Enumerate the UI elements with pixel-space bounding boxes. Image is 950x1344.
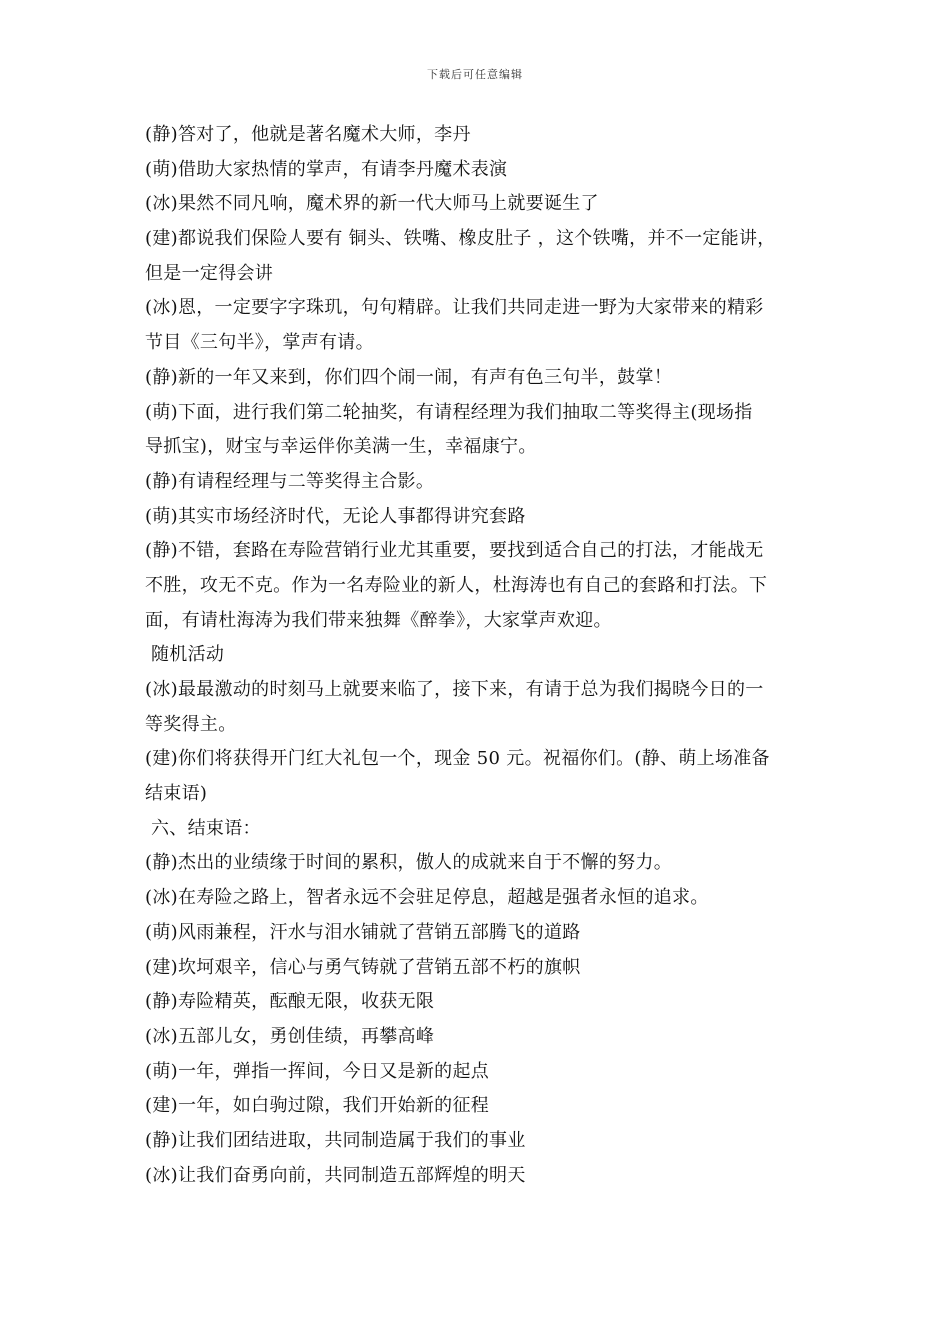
text-line: (冰)恩，一定要字字珠玑，句句精辟。让我们共同走进一野为大家带来的精彩 (145, 297, 764, 319)
text-line: (萌)风雨兼程，汗水与泪水铺就了营销五部腾飞的道路 (145, 921, 581, 943)
text-line: (冰)让我们奋勇向前，共同制造五部辉煌的明天 (145, 1164, 526, 1186)
text-line: (萌)借助大家热情的掌声，有请李丹魔术表演 (145, 158, 508, 180)
text-line: 但是一定得会讲 (145, 262, 274, 284)
text-line: (冰)最最激动的时刻马上就要来临了，接下来，有请于总为我们揭晓今日的一 (145, 679, 764, 700)
text-line: (冰)在寿险之路上，智者永远不会驻足停息，超越是强者永恒的追求。 (145, 887, 709, 909)
page-header-note: 下载后可任意编辑 (427, 68, 523, 81)
section-heading: 六、结束语： (151, 817, 261, 839)
text-line: 不胜，攻无不克。作为一名寿险业的新人，杜海涛也有自己的套路和打法。下 (145, 574, 768, 596)
text-line: (静)新的一年又来到，你们四个闹一闹，有声有色三句半，鼓掌！ (145, 366, 673, 388)
text-line: (静)寿险精英，酝酿无限，收获无限 (145, 991, 435, 1013)
text-line: (建)坎坷艰辛，信心与勇气铸就了营销五部不朽的旗帜 (145, 956, 581, 978)
text-line: (冰)五部儿女，勇创佳绩，再攀高峰 (145, 1025, 435, 1047)
text-line: 面，有请杜海涛为我们带来独舞《醉拳》，大家掌声欢迎。 (145, 609, 612, 631)
text-line: 节目《三句半》，掌声有请。 (145, 332, 374, 354)
text-line: (建)都说我们保险人要有 铜头、铁嘴、橡皮肚子 ，这个铁嘴，并不一定能讲， (145, 228, 776, 250)
text-line: (萌)一年，弹指一挥间，今日又是新的起点 (145, 1060, 490, 1082)
text-line: (冰)果然不同凡响，魔术界的新一代大师马上就要诞生了 (145, 193, 599, 215)
document-body (145, 118, 815, 1193)
text-line: (萌)下面，进行我们第二轮抽奖，有请程经理为我们抽取二等奖得主(现场指 (145, 401, 753, 423)
text-line: 结束语) (145, 783, 208, 805)
text-line: 等奖得主。 (145, 713, 237, 735)
section-label: 随机活动 (151, 644, 225, 666)
text-line: (静)答对了，他就是著名魔术大师，李丹 (145, 124, 471, 145)
text-line: (静)有请程经理与二等奖得主合影。 (145, 470, 435, 492)
text-line: (建)你们将获得开门红大礼包一个，现金 50 元。祝福你们。(静、萌上场准备 (145, 748, 770, 770)
text-line: (萌)其实市场经济时代，无论人事都得讲究套路 (145, 505, 526, 527)
text-line: (静)杰出的业绩缘于时间的累积，傲人的成就来自于不懈的努力。 (145, 852, 673, 874)
text-line: (建)一年，如白驹过隙，我们开始新的征程 (145, 1095, 490, 1117)
text-line: (静)让我们团结进取，共同制造属于我们的事业 (145, 1129, 526, 1151)
text-line: 导抓宝)，财宝与幸运伴你美满一生，幸福康宁。 (145, 436, 537, 458)
text-line: (静)不错，套路在寿险营销行业尤其重要，要找到适合自己的打法，才能战无 (145, 540, 764, 562)
